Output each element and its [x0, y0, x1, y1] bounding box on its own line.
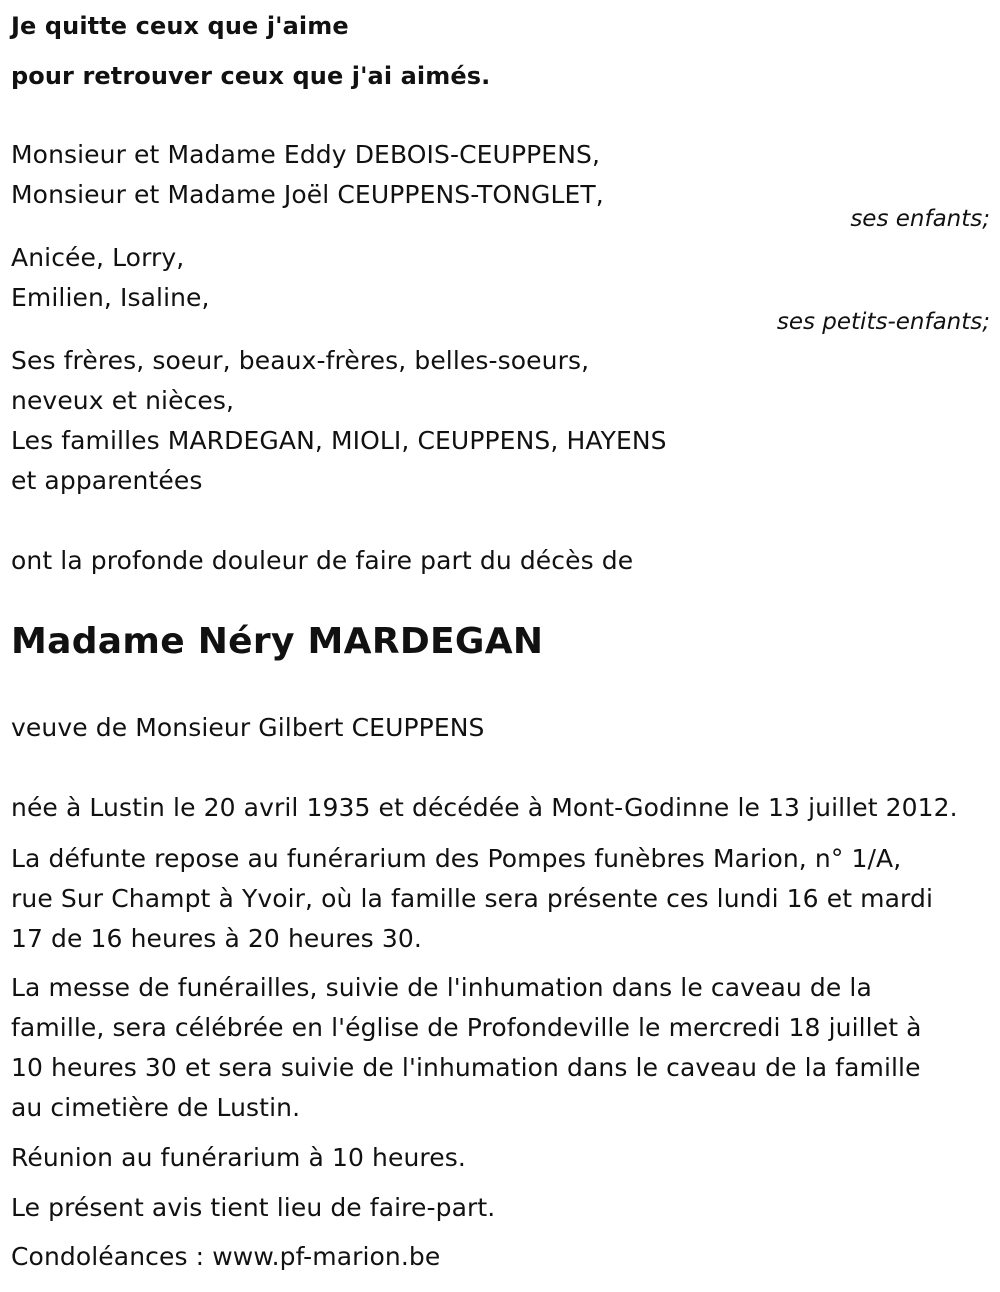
- children-relation: ses enfants;: [850, 206, 990, 232]
- mass-line: 10 heures 30 et sera suivie de l'inhumation dans le caveau de la famille: [11, 1053, 921, 1082]
- family-line: et apparentées: [11, 466, 203, 495]
- mass-line: La messe de funérailles, suivie de l'inhumation dans le caveau de la: [11, 973, 872, 1002]
- mass-line: au cimetière de Lustin.: [11, 1093, 301, 1122]
- birth-death-line: née à Lustin le 20 avril 1935 et décédée à Mont-Godinne le 13 juillet 2012.: [11, 793, 958, 822]
- repose-line: 17 de 16 heures à 20 heures 30.: [11, 924, 422, 953]
- grandchild-name: Anicée, Lorry,: [11, 243, 185, 272]
- repose-line: La défunte repose au funérarium des Pompes funèbres Marion, n° 1/A,: [11, 844, 902, 873]
- family-line: Les familles MARDEGAN, MIOLI, CEUPPENS, HAYENS: [11, 426, 667, 455]
- deceased-name: Madame Néry MARDEGAN: [11, 621, 544, 662]
- grandchildren-relation: ses petits-enfants;: [776, 309, 990, 335]
- condolences-line: Condoléances : www.pf-marion.be: [11, 1242, 441, 1271]
- repose-line: rue Sur Champt à Yvoir, où la famille sera présente ces lundi 16 et mardi: [11, 884, 933, 913]
- family-line: neveux et nièces,: [11, 386, 235, 415]
- mass-line: famille, sera célébrée en l'église de Profondeville le mercredi 18 juillet à: [11, 1013, 922, 1042]
- child-name: Monsieur et Madame Eddy DEBOIS-CEUPPENS,: [11, 140, 601, 169]
- epigraph-line-1: Je quitte ceux que j'aime: [11, 12, 349, 40]
- grandchild-name: Emilien, Isaline,: [11, 283, 210, 312]
- epigraph-line-2: pour retrouver ceux que j'ai aimés.: [11, 62, 491, 90]
- announcement: ont la profonde douleur de faire part du décès de: [11, 546, 634, 575]
- widow-of: veuve de Monsieur Gilbert CEUPPENS: [11, 713, 485, 742]
- notice-line: Le présent avis tient lieu de faire-part.: [11, 1193, 496, 1222]
- child-name: Monsieur et Madame Joël CEUPPENS-TONGLET,: [11, 180, 604, 209]
- family-line: Ses frères, soeur, beaux-frères, belles-soeurs,: [11, 346, 590, 375]
- meeting-line: Réunion au funérarium à 10 heures.: [11, 1143, 466, 1172]
